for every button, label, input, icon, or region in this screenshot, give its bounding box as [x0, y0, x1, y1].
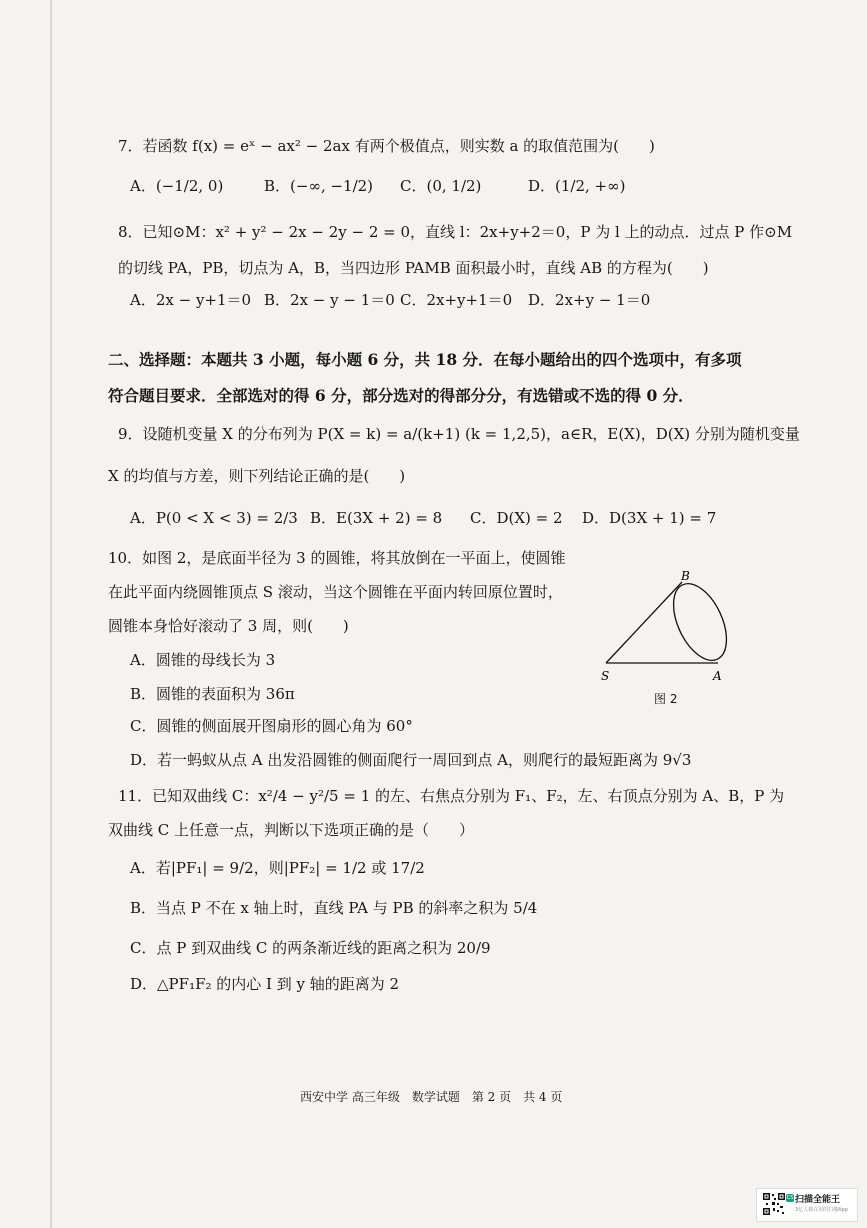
q11-line1: 11．已知双曲线 C：x²/4 − y²/5 = 1 的左、右焦点分别为 F₁、F₂，左、右顶点分别为 A、B，P 为: [118, 787, 785, 805]
page-edge: [50, 0, 52, 1228]
cone-edge-sb: [606, 582, 682, 663]
q11-option-a: A．若|PF₁| = 9/2，则|PF₂| = 1/2 或 17/2: [130, 859, 425, 877]
scanner-logo-icon: CS: [786, 1195, 794, 1201]
scanner-badge: [756, 1188, 858, 1222]
q8-option-c: C．2x+y+1＝0: [400, 291, 513, 309]
q8-option-d: D．2x+y − 1＝0: [528, 291, 651, 309]
q11-line2: 双曲线 C 上任意一点，判断以下选项正确的是（ ）: [108, 821, 475, 839]
section2-line1: 二、选择题：本题共 3 小题，每小题 6 分，共 18 分．在每小题给出的四个选项中，有多项: [108, 350, 742, 369]
q9-option-c: C．D(X) = 2: [470, 509, 563, 527]
q11-option-c: C．点 P 到双曲线 C 的两条渐近线的距离之积为 20/9: [130, 939, 491, 957]
q8-option-b: B．2x − y − 1＝0: [264, 291, 395, 309]
q10-line1: 10．如图 2，是底面半径为 3 的圆锥，将其放倒在一平面上，使圆锥: [108, 549, 566, 567]
q11-option-b: B．当点 P 不在 x 轴上时，直线 PA 与 PB 的斜率之积为 5/4: [130, 899, 538, 917]
page-footer: 西安中学 高三年级 数学试题 第 2 页 共 4 页: [300, 1090, 563, 1104]
figure-caption: 图 2: [654, 692, 678, 706]
q10-option-a: A．圆锥的母线长为 3: [130, 651, 276, 669]
q10-option-b: B．圆锥的表面积为 36π: [130, 685, 295, 703]
q9-option-a: A．P(0 < X < 3) = 2/3: [130, 509, 298, 527]
q9-line1: 9．设随机变量 X 的分布列为 P(X = k) = a/(k+1) (k = 1,2,5)，a∈R，E(X)，D(X) 分别为随机变量: [118, 425, 800, 443]
q10-line2: 在此平面内绕圆锥顶点 S 滚动，当这个圆锥在平面内转回原位置时，: [108, 583, 563, 601]
q10-line3: 圆锥本身恰好滚动了 3 周，则( ): [108, 617, 349, 635]
section2-line2: 符合题目要求．全部选对的得 6 分，部分选对的得部分分，有选错或不选的得 0 分．: [108, 386, 694, 405]
q9-line2: X 的均值与方差，则下列结论正确的是( ): [108, 467, 406, 485]
q10-option-d: D．若一蚂蚁从点 A 出发沿圆锥的侧面爬行一周回到点 A，则爬行的最短距离为 9√3: [130, 751, 692, 769]
scanner-app-name: 扫描全能王: [795, 1195, 841, 1205]
cone-label-b: B: [681, 569, 690, 583]
q8-line1: 8．已知⊙M：x² + y² − 2x − 2y − 2 = 0，直线 l：2x+y+2＝0，P 为 l 上的动点．过点 P 作⊙M: [118, 223, 793, 241]
qr-code-icon: [762, 1192, 786, 1216]
cone-label-s: S: [601, 669, 610, 683]
cone-figure: [598, 568, 738, 703]
q11-option-d: D．△PF₁F₂ 的内心 I 到 y 轴的距离为 2: [130, 975, 400, 993]
q7-option-c: C．(0, 1/2): [400, 177, 482, 195]
q9-option-d: D．D(3X + 1) = 7: [582, 509, 717, 527]
cone-label-a: A: [713, 669, 722, 683]
q7-option-a: A．(−1/2, 0): [130, 177, 224, 195]
q7-stem: 7．若函数 f(x) = eˣ − ax² − 2ax 有两个极值点，则实数 a 的取值范围为( ): [118, 137, 655, 155]
q8-line2: 的切线 PA，PB，切点为 A，B，当四边形 PAMB 面积最小时，直线 AB 的方程为( ): [118, 259, 709, 277]
q10-option-c: C．圆锥的侧面展开图扇形的圆心角为 60°: [130, 717, 413, 735]
cone-base-ellipse: [663, 576, 738, 669]
q7-option-b: B．(−∞, −1/2): [264, 177, 374, 195]
q9-option-b: B．E(3X + 2) = 8: [310, 509, 443, 527]
q7-option-d: D．(1/2, +∞): [528, 177, 626, 195]
scanner-app-tagline: 3亿人都在用的扫描App: [795, 1207, 848, 1213]
q8-option-a: A．2x − y+1＝0: [130, 291, 252, 309]
